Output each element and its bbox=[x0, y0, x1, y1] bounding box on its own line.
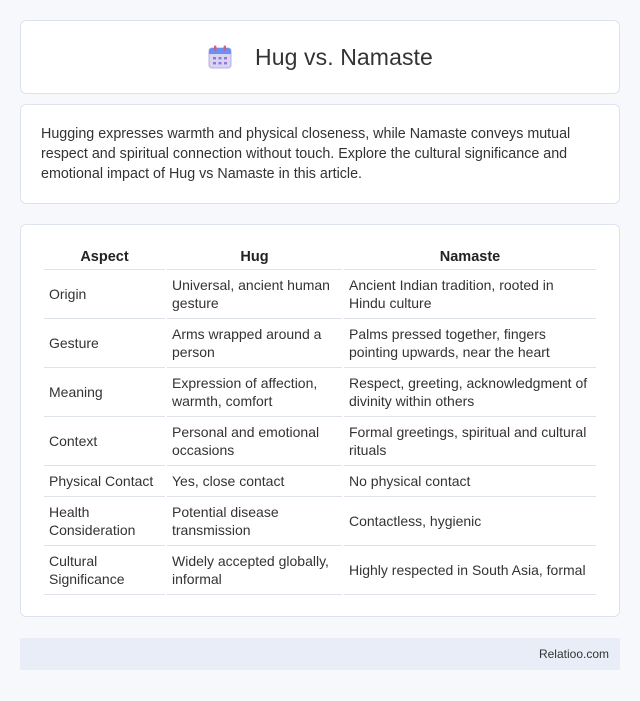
table-row bbox=[44, 368, 596, 417]
title-card bbox=[20, 20, 620, 94]
comparison-card bbox=[20, 224, 620, 617]
table-row bbox=[44, 270, 596, 319]
cell-aspect: Meaning bbox=[44, 368, 165, 417]
table-header-row bbox=[44, 245, 596, 270]
cell-hug: Personal and emotional occasions bbox=[167, 417, 342, 466]
cell-namaste: Highly respected in South Asia, formal bbox=[344, 546, 596, 595]
table-row bbox=[44, 497, 596, 546]
table-row bbox=[44, 417, 596, 466]
cell-hug: Widely accepted globally, informal bbox=[167, 546, 342, 595]
cell-aspect: Physical Contact bbox=[44, 466, 165, 497]
footer-bar bbox=[20, 638, 620, 670]
cell-namaste: Formal greetings, spiritual and cultural rituals bbox=[344, 417, 596, 466]
cell-namaste: Contactless, hygienic bbox=[344, 497, 596, 546]
page-title: Hug vs. Namaste bbox=[255, 43, 433, 70]
cell-aspect: Health Consideration bbox=[44, 497, 165, 546]
cell-hug: Universal, ancient human gesture bbox=[167, 270, 342, 319]
cell-aspect: Gesture bbox=[44, 319, 165, 368]
cell-namaste: No physical contact bbox=[344, 466, 596, 497]
cell-namaste: Ancient Indian tradition, rooted in Hindu culture bbox=[344, 270, 596, 319]
table-row bbox=[44, 319, 596, 368]
cell-hug: Yes, close contact bbox=[167, 466, 342, 497]
cell-namaste: Respect, greeting, acknowledgment of divinity within others bbox=[344, 368, 596, 417]
cell-namaste: Palms pressed together, fingers pointing upwards, near the heart bbox=[344, 319, 596, 368]
footer-site-link[interactable]: Relatioo.com bbox=[538, 647, 609, 661]
title-wrap bbox=[207, 44, 433, 71]
cell-hug: Arms wrapped around a person bbox=[167, 319, 342, 368]
header-aspect: Aspect bbox=[44, 245, 165, 270]
header-namaste: Namaste bbox=[344, 245, 596, 270]
cell-aspect: Origin bbox=[44, 270, 165, 319]
cell-hug: Expression of affection, warmth, comfort bbox=[167, 368, 342, 417]
cell-aspect: Context bbox=[44, 417, 165, 466]
cell-hug: Potential disease transmission bbox=[167, 497, 342, 546]
header-hug: Hug bbox=[167, 245, 342, 270]
intro-card bbox=[20, 104, 620, 204]
calendar-icon bbox=[207, 44, 233, 70]
table-row bbox=[44, 546, 596, 595]
comparison-table bbox=[42, 245, 598, 595]
table-row bbox=[44, 466, 596, 497]
cell-aspect: Cultural Significance bbox=[44, 546, 165, 595]
intro-paragraph: Hugging expresses warmth and physical closeness, while Namaste conveys mutual respect and spiritual connection without touch. Explore the cultural significance and emotional impact of Hug vs Namaste in this article. bbox=[41, 126, 571, 182]
